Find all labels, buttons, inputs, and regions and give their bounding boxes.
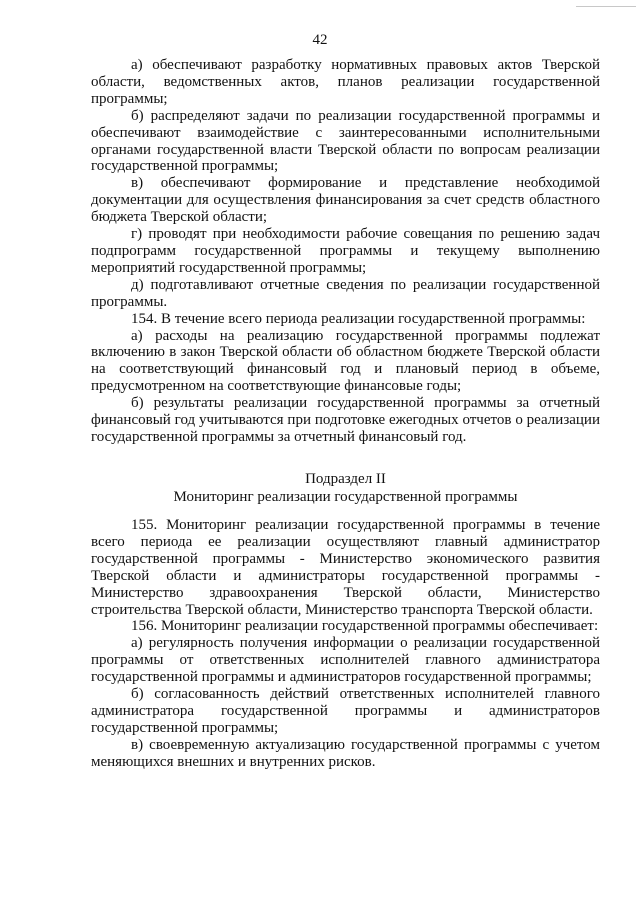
text-block-upper: [91, 57, 600, 446]
scan-edge-mark: [576, 0, 636, 7]
paragraph-156-a: а) регулярность получения информации о реализации государственной программы от ответственных исполнителей главного администратора государственной программы и администраторов государственной программы;: [91, 635, 600, 686]
paragraph-156-b: б) согласованность действий ответственных исполнителей главного администратора государственной программы и администраторов государственной программы;: [91, 686, 600, 736]
paragraph-b-raspredelyayut: б) распределяют задачи по реализации государственной программы и обеспечивают взаимодействие с заинтересованными исполнительными органами государственной власти Тверской области по вопросам реализации государственной программы;: [91, 107, 600, 175]
subsection-number: Подраздел II: [305, 471, 386, 487]
page-number: 42: [312, 32, 328, 48]
paragraph-g-soveshchaniya: г) проводят при необходимости рабочие совещания по решению задач подпрограмм государственной программы и текущему выполнению мероприятий государственной программы;: [91, 226, 600, 276]
text-block-lower: [91, 517, 600, 771]
paragraph-v-formirovanie: в) обеспечивают формирование и представление необходимой документации для осуществления финансирования за счет средств областного бюджета Тверской области;: [91, 175, 600, 226]
paragraph-a-obespechivayut: а) обеспечивают разработку нормативных правовых актов Тверской области, ведомственных актов, планов реализации государственной программы;: [91, 57, 600, 107]
paragraph-155: 155. Мониторинг реализации государственной программы в течение всего периода ее реализации осуществляют главный администратор государственной программы - Министерство экономического развития Тверской области и администраторы государственной программы - Министерство здравоохранения Тверской области, Министерство строительства Тверской области, Министерство транспорта Тверской области.: [91, 517, 600, 618]
subsection-title: Мониторинг реализации государственной программы: [173, 489, 518, 505]
paragraph-154-b: б) результаты реализации государственной программы за отчетный финансовый год учитываются при подготовке ежегодных отчетов о реализации государственной программы за отчетный финансовый год.: [91, 395, 600, 445]
paragraph-154-a: а) расходы на реализацию государственной программы подлежат включению в закон Тверской области об областном бюджете Тверской области на соответствующий финансовый год и плановый период в объеме, предусмотренном на соответствующие финансовые годы;: [91, 327, 600, 395]
paragraph-d-otchetnye: д) подготавливают отчетные сведения по реализации государственной программы.: [91, 276, 600, 310]
paragraph-156-v: в) своевременную актуализацию государственной программы с учетом меняющихся внешних и внутренних рисков.: [91, 736, 600, 770]
paragraph-156: 156. Мониторинг реализации государственной программы обеспечивает:: [131, 618, 599, 635]
paragraph-154: 154. В течение всего периода реализации государственной программы:: [131, 310, 586, 327]
